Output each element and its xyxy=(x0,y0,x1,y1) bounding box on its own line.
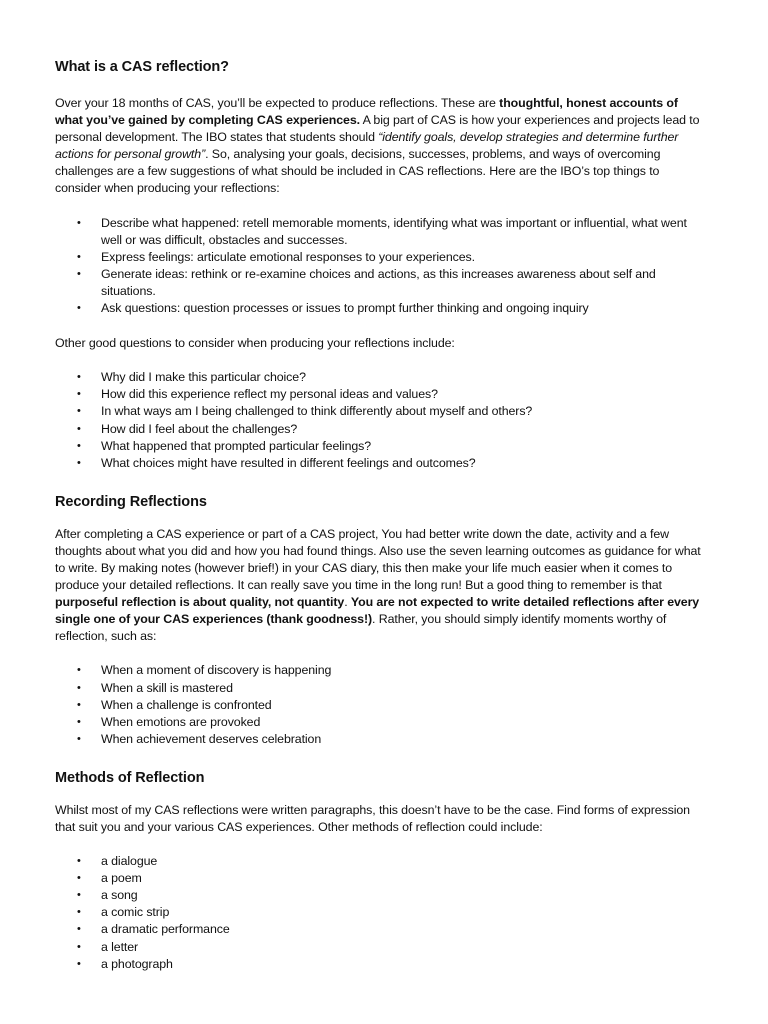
bullet-icon: • xyxy=(77,439,81,452)
bullet-icon: • xyxy=(77,872,81,885)
bullet-icon: • xyxy=(77,216,81,229)
bullet-icon: • xyxy=(77,681,81,694)
list-item xyxy=(55,904,705,921)
bullet-icon: • xyxy=(77,422,81,435)
list-item-text: Describe what happened: retell memorable moments, identifying what was important or influential, what went well or was difficult, obstacles and successes. xyxy=(101,215,687,247)
bullet-icon: • xyxy=(77,715,81,728)
list-item xyxy=(55,249,705,266)
list-item xyxy=(55,887,705,904)
list-item xyxy=(55,956,705,973)
list-item xyxy=(55,731,705,748)
list-item xyxy=(55,438,705,455)
list-item xyxy=(55,662,705,679)
list-item-text: What happened that prompted particular feelings? xyxy=(101,438,372,453)
bullet-icon: • xyxy=(77,405,81,418)
bullet-icon: • xyxy=(77,906,81,919)
list-item-text: When achievement deserves celebration xyxy=(101,731,322,746)
list-item xyxy=(55,870,705,887)
recording-text-3: . Rather, you should simply identify moments worthy of reflection, such as: xyxy=(55,612,667,644)
list-item xyxy=(55,853,705,870)
reflection-moments-list xyxy=(55,662,705,747)
intro-text-1: Over your 18 months of CAS, you’ll be expected to produce reflections. These are xyxy=(55,96,500,110)
list-item-text: When a skill is mastered xyxy=(101,680,233,695)
bullet-icon: • xyxy=(77,957,81,970)
list-item-text: a photograph xyxy=(101,956,173,971)
heading-what-is-cas-reflection: What is a CAS reflection? xyxy=(55,59,229,75)
list-item-text: When emotions are provoked xyxy=(101,714,261,729)
bullet-icon: • xyxy=(77,889,81,902)
list-item xyxy=(55,714,705,731)
list-item xyxy=(55,921,705,938)
list-item-text: When a challenge is confronted xyxy=(101,697,272,712)
bullet-icon: • xyxy=(77,250,81,263)
bullet-icon: • xyxy=(77,698,81,711)
list-item-text: Generate ideas: rethink or re-examine choices and actions, as this increases awareness about self and situations. xyxy=(101,266,656,298)
list-item xyxy=(55,680,705,697)
intro-bold-1: thoughtful, honest accounts of what you’ve gained by completing CAS experiences. xyxy=(55,96,678,128)
list-item xyxy=(55,266,705,300)
list-item-text: How did I feel about the challenges? xyxy=(101,421,298,436)
bullet-icon: • xyxy=(77,923,81,936)
questions-intro: Other good questions to consider when producing your reflections include: xyxy=(55,336,455,351)
reflection-methods-list xyxy=(55,853,705,973)
list-item-text: What choices might have resulted in different feelings and outcomes? xyxy=(101,455,476,470)
list-item xyxy=(55,215,705,249)
heading-methods-of-reflection: Methods of Reflection xyxy=(55,769,205,786)
intro-text-2: A big part of CAS is how your experiences and projects lead to personal development. The IBO states that students should xyxy=(55,113,700,145)
bullet-icon: • xyxy=(77,664,81,677)
ibo-considerations-list xyxy=(55,215,705,318)
list-item xyxy=(55,455,705,472)
recording-bold-1: purposeful reflection is about quality, not quantity xyxy=(55,595,345,610)
list-item-text: Express feelings: articulate emotional responses to your experiences. xyxy=(101,249,475,264)
intro-text-3: . So, analysing your goals, decisions, successes, problems, and ways of overcoming challenges are a few suggestions of what should be included in CAS reflections. Here are the IBO’s top things to consider when producing your reflections: xyxy=(55,147,661,196)
list-item xyxy=(55,939,705,956)
bullet-icon: • xyxy=(77,456,81,469)
list-item-text: Ask questions: question processes or issues to prompt further thinking and ongoing inquiry xyxy=(101,301,589,316)
list-item-text: When a moment of discovery is happening xyxy=(101,663,332,678)
recording-text-2: . xyxy=(344,595,351,610)
list-item-text: a letter xyxy=(101,939,139,954)
list-item xyxy=(55,421,705,438)
list-item-text: a dramatic performance xyxy=(101,922,230,937)
recording-bold-2: You are not expected to write detailed reflections after every single one of your CAS experiences (thank goodness!) xyxy=(55,595,700,627)
list-item xyxy=(55,403,705,420)
list-item-text: How did this experience reflect my personal ideas and values? xyxy=(101,387,438,402)
bullet-icon: • xyxy=(77,267,81,280)
intro-paragraph xyxy=(55,95,705,198)
heading-recording-reflections: Recording Reflections xyxy=(55,493,207,510)
list-item xyxy=(55,300,705,317)
bullet-icon: • xyxy=(77,940,81,953)
intro-italic-quote: “identify goals, develop strategies and determine further actions for personal growth” xyxy=(55,130,679,162)
bullet-icon: • xyxy=(77,302,81,315)
document-content xyxy=(55,57,705,973)
list-item xyxy=(55,386,705,403)
bullet-icon: • xyxy=(77,855,81,868)
list-item-text: a song xyxy=(101,888,138,903)
list-item-text: a comic strip xyxy=(101,905,170,920)
bullet-icon: • xyxy=(77,371,81,384)
list-item-text: Why did I make this particular choice? xyxy=(101,370,306,385)
bullet-icon: • xyxy=(77,732,81,745)
list-item xyxy=(55,369,705,386)
reflection-questions-list xyxy=(55,369,705,472)
bullet-icon: • xyxy=(77,388,81,401)
list-item-text: a dialogue xyxy=(101,854,158,869)
list-item-text: In what ways am I being challenged to think differently about myself and others? xyxy=(101,404,533,419)
list-item xyxy=(55,697,705,714)
list-item-text: a poem xyxy=(101,871,142,886)
recording-text-1: After completing a CAS experience or part of a CAS project, You had better write down the date, activity and a few thoughts about what you did and how you had found things. Also use the seven learning outcomes as guidance for what to write. By making notes (however brief!) in your CAS diary, this then make your life much easier when it comes to produce your detailed reflections. It can really save you time in the long run! But a good thing to remember is that xyxy=(55,526,701,593)
methods-paragraph: Whilst most of my CAS reflections were written paragraphs, this doesn’t have to be the case. Find forms of expression that suit you and your various CAS experiences. Other methods of reflection could include: xyxy=(55,802,690,834)
recording-paragraph xyxy=(55,526,705,646)
